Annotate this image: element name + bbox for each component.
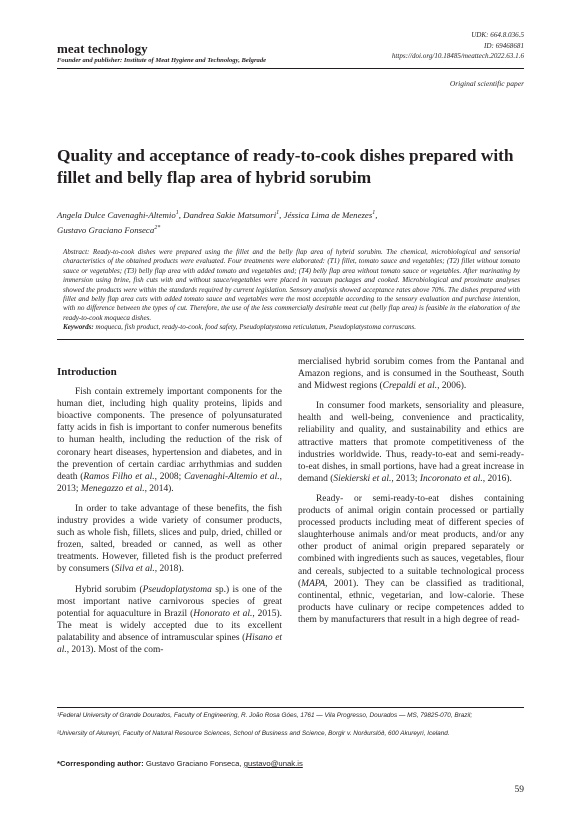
paragraph-text: , 2013;: [57, 471, 282, 494]
citation-text: Pseudoplatystoma: [142, 584, 212, 595]
affiliation-2: ²University of Akureyri, Faculty of Natural Resource Sciences, School of Business and Science, Borgir v. Norðurslóð, 600 Akureyri, Iceland.: [57, 730, 450, 737]
author-name: Dandrea Sakie Matsumori: [183, 209, 277, 220]
author-separator: ,: [279, 209, 284, 220]
author-separator: ,: [178, 209, 184, 220]
paragraph-text: mercialised hybrid sorubim comes from the Pantanal and Amazon regions, and is consumed in the Southeast, South and Midwest regions (: [298, 357, 524, 392]
udk-code: UDK: 664.8.036.5: [471, 31, 524, 39]
body-paragraph: [298, 356, 524, 392]
author-list: [57, 207, 524, 237]
body-paragraph: [57, 503, 282, 576]
citation-text: Incoronato et al.: [419, 473, 483, 484]
paragraph-text: , 2013;: [391, 473, 420, 484]
author-name: Jéssica Lima de Menezes: [283, 209, 373, 220]
citation-text: Silva et al.: [114, 564, 155, 575]
paragraph-text: , 2016).: [482, 473, 512, 484]
body-paragraph: [298, 400, 524, 485]
publisher-line: Founder and publisher: Institute of Meat Hygiene and Technology, Belgrade: [57, 57, 267, 64]
paragraph-text: , 2006).: [437, 381, 467, 392]
header-rule: [57, 68, 524, 69]
body-column-right: [298, 356, 524, 626]
paragraph-text: , 2018).: [154, 564, 184, 575]
paper-type: Original scientific paper: [449, 79, 524, 88]
keywords-text: moqueca, fish product, ready-to-cook, food safety, Pseudoplatystoma reticulatum, Pseudoplatystoma corruscans.: [93, 323, 417, 332]
paragraph-text: , 2001). They can be classified as traditional, continental, ethnic, vegetarian, and low-calorie. These products have culinary or recipe competences added to them by manufacturers that result in a high degree of read-: [298, 578, 524, 625]
body-column-left: [57, 366, 282, 656]
citation-text: Crepaldi et al.: [382, 381, 438, 392]
corresponding-label: *Corresponding author:: [57, 759, 144, 768]
body-paragraph: [57, 386, 282, 495]
right-column-paragraphs: [298, 356, 524, 626]
author-affiliation-mark: 1: [175, 210, 179, 216]
author-name: Angela Dulce Cavenaghi-Altemio: [57, 209, 176, 220]
paragraph-text: In order to take advantage of these benefits, the fish industry provides a wide variety of consumer products, such as whole fish, fillets, slices and pulp, dried, chilled or frozen, salted, breaded or canned, as well as other treatments. However, filleted fish is the product preferred by consumers (: [57, 503, 282, 575]
author-name: Gustavo Graciano Fonseca: [57, 224, 155, 235]
paragraph-text: Hybrid sorubim (: [75, 584, 143, 595]
section-heading-introduction: Introduction: [57, 366, 117, 378]
paragraph-text: , 2013). Most of the com-: [66, 644, 164, 655]
paragraph-text: Ready- or semi-ready-to-eat dishes containing products of animal origin contain processed or partially processed products including meat of different species of slaughterhouse animals and/or meat products, and/or any other product of animal origin prepared separately or combined with ingredients such as sauces, vegetables, flour and cereals, subjected to a suitable technological process (: [298, 493, 524, 589]
doi-link[interactable]: https://doi.org/10.18485/meattech.2022.63.1.6: [391, 52, 524, 61]
abstract-rule: [57, 339, 524, 340]
citation-text: Hisano et al.: [57, 632, 282, 655]
keywords-label: Keywords:: [63, 323, 94, 332]
article-meta: [392, 30, 524, 62]
abstract-text: Abstract: Ready-to-cook dishes were prepared using the fillet and the belly flap area of hybrid sorubim. The chemical, microbiological and sensorial characteristics of the obtained products were evaluated. Four treatments were elaborated: (T1) fillet, tomato sauce and vegetables; (T2) fillet without tomato sauce or vegetables; (T3) belly flap area with added tomato and vegetables and; (T4) belly flap area without tomato sauce or vegetables. After marinating by immersion using brine, fish cuts with and without sauce/vegetables were placed in vacuum packages and cooked. Microbiological and proximate analyses showed the products were within the standards required by current legislation. Sensory analysis showed acceptance rates above 70%. The dishes prepared with fillet and belly flap area cuts with added tomato sauce and vegetables were the most acceptable according to the sensory evaluation and purchase intention, with no difference between the types of cut. Therefore, the use of the less commercially desirable meat cut (belly flap area) is feasible in the elaboration of the ready-to-cook moqueca dishes.: [63, 248, 520, 322]
corresponding-email[interactable]: gustavo@unak.is: [243, 759, 303, 768]
citation-text: MAPA: [301, 578, 326, 589]
author-affiliation-mark: 1: [372, 210, 376, 216]
author-affiliation-mark: 1: [276, 210, 280, 216]
page-number: 59: [514, 785, 524, 795]
author-affiliation-mark: 2*: [154, 224, 161, 231]
corresponding-author: [57, 759, 303, 768]
paragraph-text: sp.) is one of the most important native carnivorous species of great potential for aquaculture in Brazil (: [57, 584, 282, 619]
citation-text: Honorato et al.: [193, 608, 253, 619]
corresponding-name: Gustavo Graciano Fonseca,: [143, 759, 244, 768]
paragraph-text: , 2014).: [144, 483, 174, 494]
paragraph-text: , 2015). The meat is widely accepted due to its excellent palatability and absence of intramuscular spines (: [57, 608, 282, 643]
journal-name: meat technology: [57, 41, 148, 56]
citation-text: Menegazzo et al.: [80, 483, 145, 494]
left-column-paragraphs: [57, 386, 282, 656]
paragraph-text: Fish contain extremely important components for the human diet, including high quality proteins, lipids and bioactive components. The presence of polyunsaturated fatty acids in fish is important to confer numerous benefits to human health, including the reduction of the risk of coronary heart diseases, hypertension and diabetes, and in the prevention of certain cardiac arrhythmias and sudden death (: [57, 387, 282, 482]
article-id: ID: 69468681: [484, 41, 524, 50]
article-title: Quality and acceptance of ready-to-cook dishes prepared with fillet and belly flap area of hybrid sorubim: [57, 146, 514, 187]
author-separator: ,: [375, 209, 378, 220]
citation-text: Ramos Filho et al.: [83, 471, 155, 482]
citation-text: Cavenaghi-Altemio et al.: [184, 471, 280, 482]
abstract-block: [63, 248, 520, 333]
paragraph-text: , 2008;: [154, 471, 185, 482]
body-paragraph: [57, 584, 282, 657]
footnote-rule: [57, 707, 524, 708]
citation-text: Siekierski et al.: [333, 473, 392, 484]
body-paragraph: [298, 493, 524, 626]
paragraph-text: In consumer food markets, sensoriality and pleasure, health and well-being, convenience and practicality, reliability and quality, and sustainability and ethics are attractive matters that promote competitiveness of the industries worldwide. Thus, ready-to-eat and semi-ready-to-eat dishes, in small portions, have had a great increase in demand (: [298, 401, 524, 484]
affiliation-1: ¹Federal University of Grande Dourados, Faculty of Engineering, R. João Rosa Góes, 1761 — Vila Progresso, Dourados — MS, 79825-070, Brazil;: [57, 712, 473, 719]
